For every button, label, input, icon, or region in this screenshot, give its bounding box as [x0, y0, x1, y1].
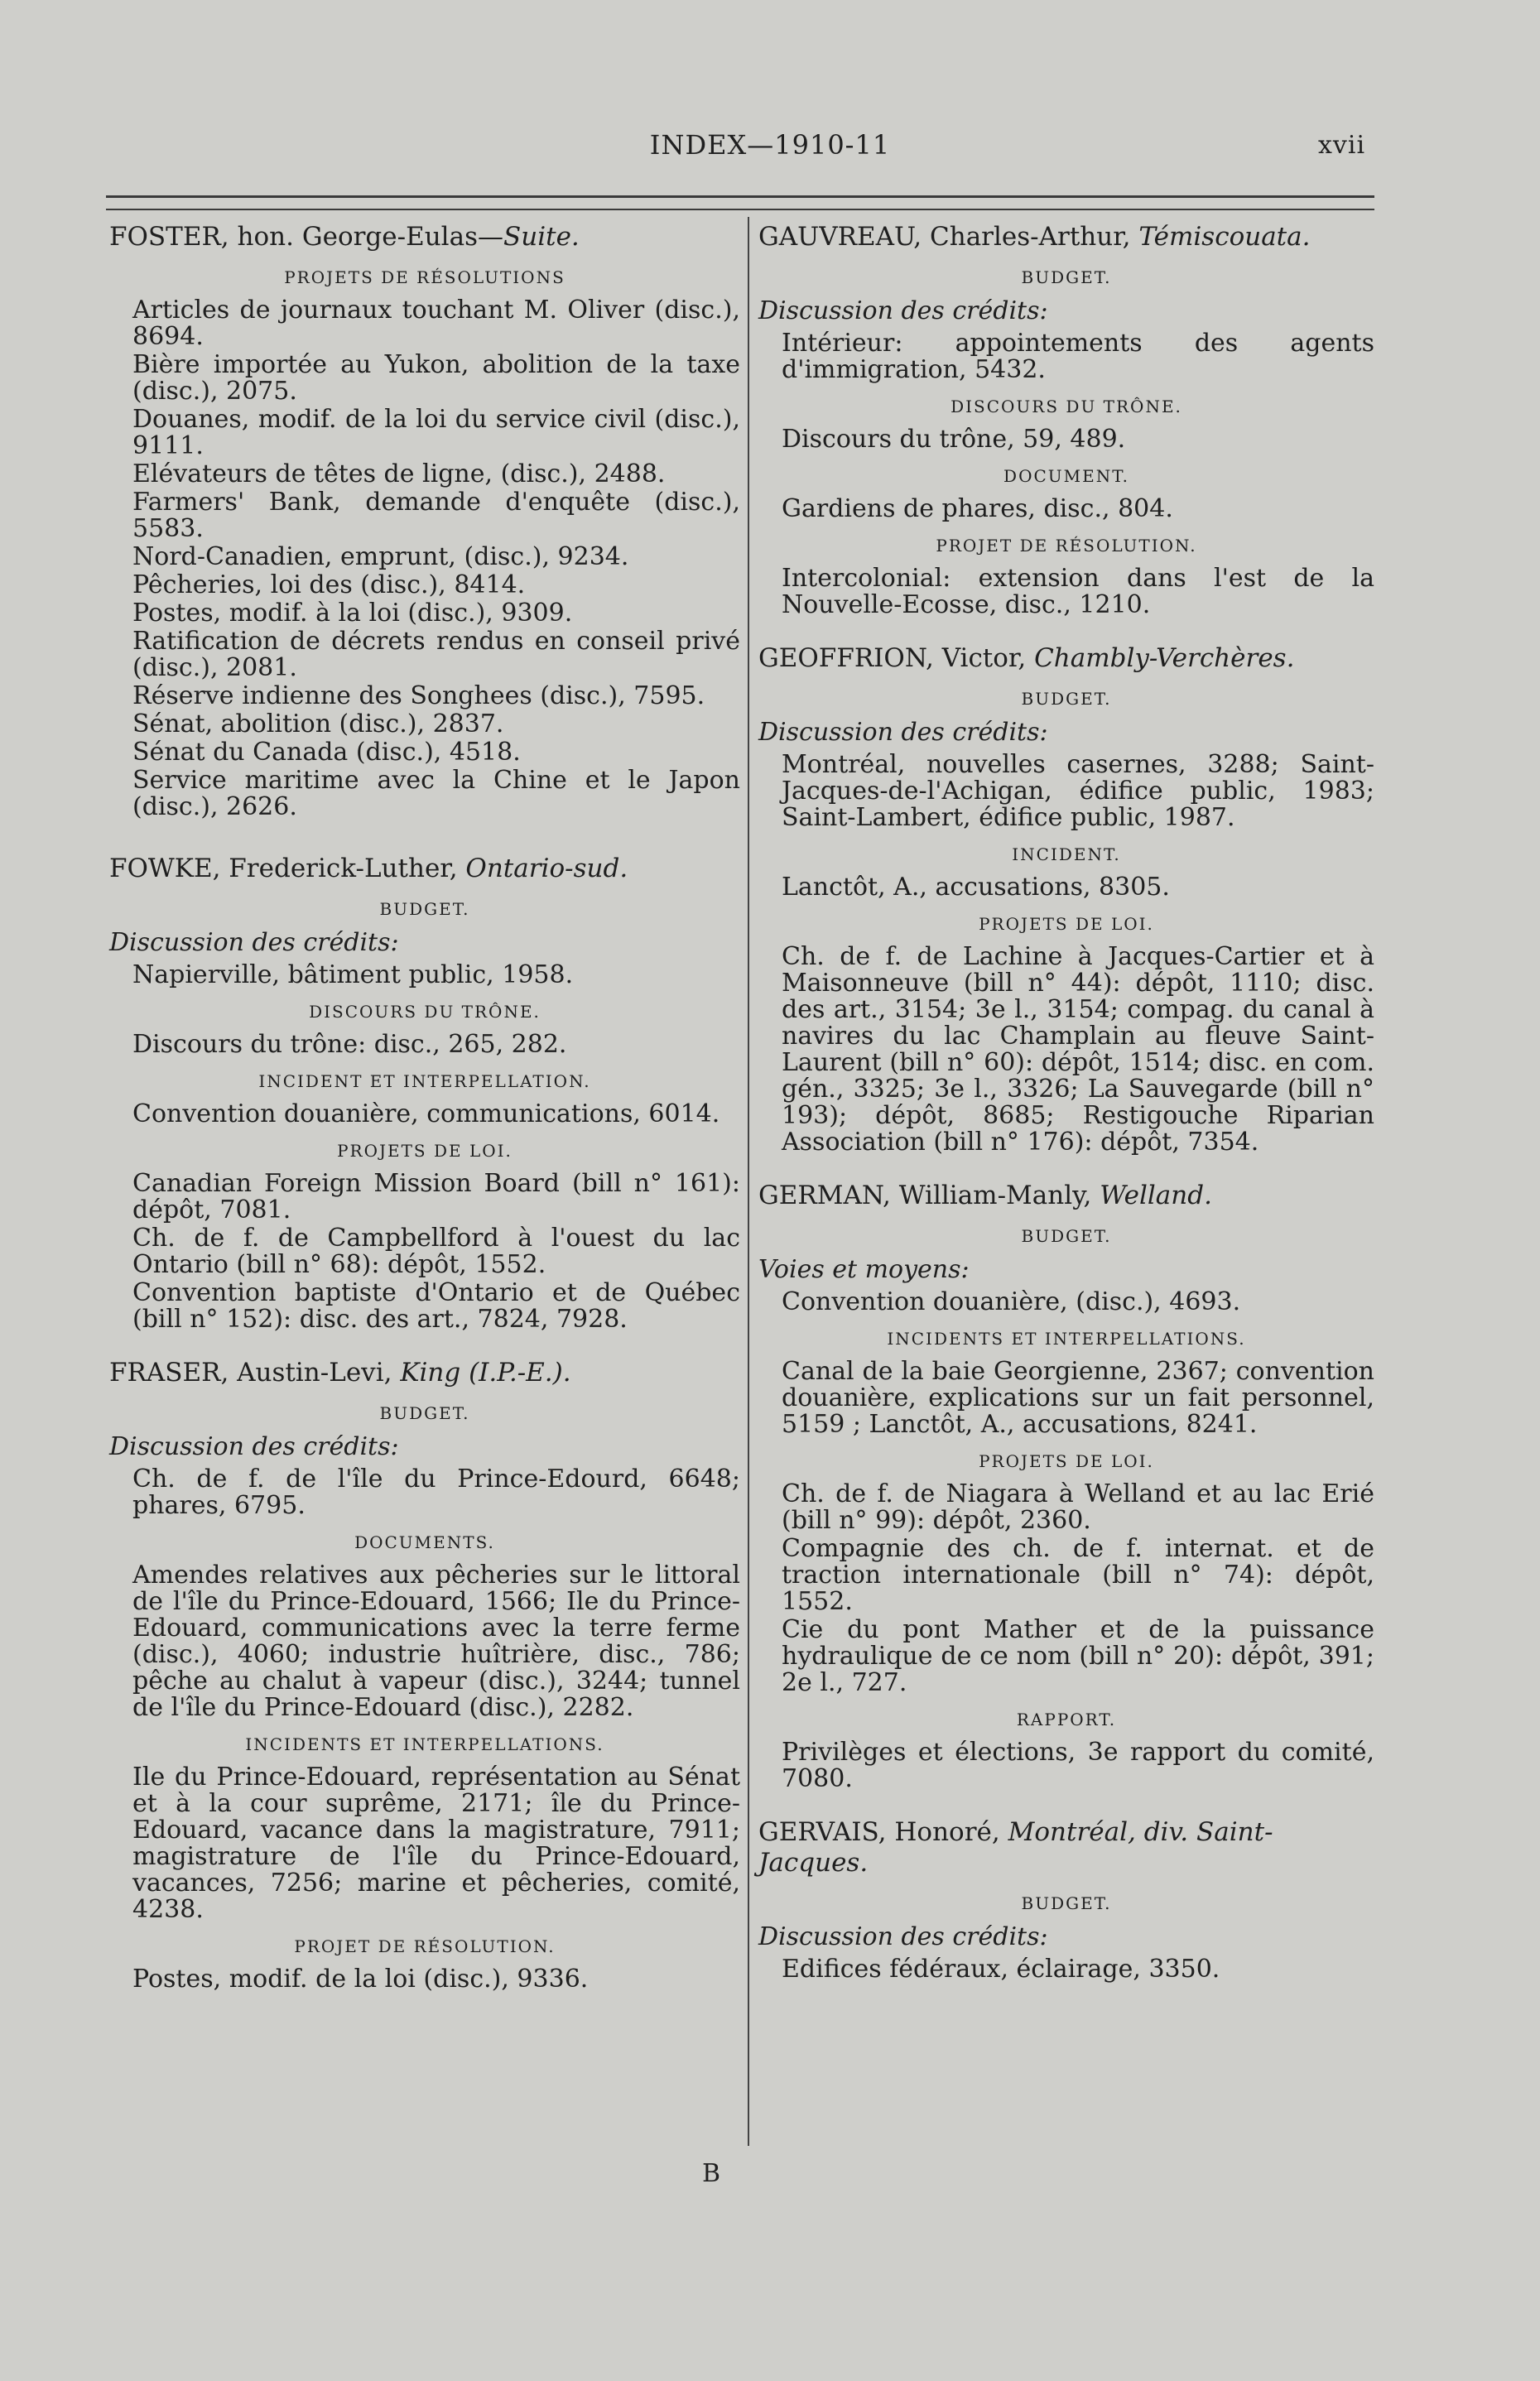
index-item: Postes, modif. à la loi (disc.), 9309.	[132, 599, 573, 628]
index-item: Ch. de f. de Lachine à Jacques-Cartier et à Maisonneuve (bill n° 44): dépôt, 1110; disc. des art., 3154; 3e l., 3154; compag. du canal à navires du lac Champlain au fleuve Saint-Laurent (bill n° 60): dépôt, 1514; disc. en com. gén., 3325; 3e l., 3326; La Sauvegarde (bill n° 193); dépôt, 8685; Restigouche Riparian Association (bill n° 176): dépôt, 7354.	[782, 942, 1374, 1157]
section-heading: BUDGET.	[1021, 1226, 1112, 1246]
index-item: Compagnie des ch. de f. internat. et de traction internationale (bill n° 74): dépôt, 1552.	[782, 1534, 1374, 1616]
entry-given-names: Charles-Arthur,	[930, 222, 1131, 252]
section-heading: BUDGET.	[1021, 1893, 1112, 1913]
page-number: xvii	[1318, 131, 1366, 160]
index-item: Gardiens de phares, disc., 804.	[782, 494, 1173, 523]
section-heading: INCIDENT ET INTERPELLATION.	[258, 1071, 591, 1091]
entry-riding: Ontario-sud.	[465, 854, 628, 883]
right-column	[758, 222, 1374, 2008]
entry-given-names: Austin-Levi,	[237, 1358, 392, 1388]
entry-heading	[109, 222, 740, 253]
subsection-heading: Discussion des crédits:	[109, 928, 399, 957]
index-item: Elévateurs de têtes de ligne, (disc.), 2488.	[132, 459, 666, 488]
index-item: Discours du trône: disc., 265, 282.	[132, 1030, 567, 1059]
index-item: Ile du Prince-Edouard, représentation au Sénat et à la cour suprême, 2171; île du Prince-Edouard, vacance dans la magistrature, 7911; magistrature de l'île du Prince-Edouard, vacances, 7256; marine et pêcheries, comité, 4238.	[132, 1763, 740, 1924]
section-heading: BUDGET.	[379, 899, 470, 919]
entry-heading	[109, 1358, 740, 1388]
entry-surname: FOSTER,	[109, 222, 229, 252]
entry-german	[758, 1181, 1374, 1792]
index-item: Lanctôt, A., accusations, 8305.	[782, 873, 1170, 902]
entry-riding: Témiscouata.	[1138, 222, 1311, 252]
section-heading: INCIDENT.	[1012, 844, 1121, 864]
entry-gervais	[758, 1817, 1374, 1983]
index-item: Farmers' Bank, demande d'enquête (disc.), 5583.	[132, 488, 740, 543]
index-item: Cie du pont Mather et de la puissance hydraulique de ce nom (bill n° 20): dépôt, 391; 2e l., 727.	[782, 1615, 1374, 1697]
section-heading: RAPPORT.	[1016, 1710, 1117, 1729]
entry-fowke	[109, 854, 740, 1333]
index-item: Privilèges et élections, 3e rapport du comité, 7080.	[782, 1738, 1374, 1793]
column-divider	[748, 217, 749, 2146]
index-item: Postes, modif. de la loi (disc.), 9336.	[132, 1965, 589, 1994]
entry-heading	[109, 854, 740, 884]
entry-given-names: William-Manly,	[898, 1181, 1092, 1210]
entry-surname: FRASER,	[109, 1358, 229, 1388]
entry-heading	[758, 1181, 1374, 1211]
left-column	[109, 222, 740, 2018]
index-item: Edifices fédéraux, éclairage, 3350.	[782, 1955, 1220, 1984]
section-heading: BUDGET.	[379, 1403, 470, 1423]
entry-given-names: Frederick-Luther,	[229, 854, 458, 883]
signature-mark: B	[702, 2159, 721, 2188]
index-item: Discours du trône, 59, 489.	[782, 425, 1126, 454]
section-heading: PROJETS DE LOI.	[979, 914, 1154, 934]
entry-surname: GERMAN,	[758, 1181, 891, 1210]
index-item: Canal de la baie Georgienne, 2367; convention douanière, explications sur un fait personnel, 5159 ; Lanctôt, A., accusations, 8241.	[782, 1357, 1374, 1439]
index-item: Douanes, modif. de la loi du service civil (disc.), 9111.	[132, 405, 740, 460]
entry-riding: King (I.P.-E.).	[400, 1358, 571, 1388]
entry-riding: Montréal, div. Saint-Jacques.	[758, 1817, 1273, 1878]
index-item: Sénat, abolition (disc.), 2837.	[132, 709, 504, 738]
index-item: Service maritime avec la Chine et le Japon (disc.), 2626.	[132, 766, 740, 821]
subsection-heading: Discussion des crédits:	[758, 296, 1048, 325]
section-heading: PROJET DE RÉSOLUTION.	[936, 536, 1197, 556]
subsection-heading: Discussion des crédits:	[109, 1432, 399, 1461]
index-item: Bière importée au Yukon, abolition de la taxe (disc.), 2075.	[132, 350, 740, 406]
index-item: Nord-Canadien, emprunt, (disc.), 9234.	[132, 542, 629, 571]
index-item: Ratification de décrets rendus en conseil privé (disc.), 2081.	[132, 627, 740, 682]
index-item: Réserve indienne des Songhees (disc.), 7595.	[132, 681, 705, 710]
section-heading: PROJETS DE LOI.	[337, 1141, 513, 1161]
entry-given-names: Victor,	[941, 643, 1027, 673]
index-item: Convention douanière, communications, 6014.	[132, 1099, 720, 1128]
section-heading: BUDGET.	[1021, 267, 1112, 287]
index-item: Ch. de f. de Campbellford à l'ouest du lac Ontario (bill n° 68): dépôt, 1552.	[132, 1224, 740, 1279]
section-heading: PROJETS DE RÉSOLUTIONS	[284, 267, 565, 287]
section-heading: DOCUMENTS.	[354, 1532, 495, 1552]
section-heading: PROJET DE RÉSOLUTION.	[294, 1936, 556, 1956]
index-item: Ch. de f. de Niagara à Welland et au lac Erié (bill n° 99): dépôt, 2360.	[782, 1479, 1374, 1535]
index-item: Pêcheries, loi des (disc.), 8414.	[132, 570, 526, 599]
index-item: Amendes relatives aux pêcheries sur le littoral de l'île du Prince-Edouard, 1566; Ile du Prince-Edouard, communications avec la terre ferme (disc.), 4060; industrie huîtrière, disc., 786; pêche au chalut à vapeur (disc.), 3244; tunnel de l'île du Prince-Edouard (disc.), 2282.	[132, 1561, 740, 1722]
entry-riding: Chambly-Verchères.	[1034, 643, 1295, 673]
entry-given-names: Honoré,	[894, 1817, 1000, 1847]
entry-surname: GERVAIS,	[758, 1817, 887, 1847]
index-item: Napierville, bâtiment public, 1958.	[132, 960, 574, 989]
header-rule-top	[106, 195, 1374, 198]
entry-suite: Suite.	[503, 222, 580, 252]
entry-geoffrion	[758, 643, 1374, 1156]
entry-heading	[758, 1817, 1374, 1878]
section-heading: DISCOURS DU TRÔNE.	[309, 1002, 541, 1022]
index-item: Convention baptiste d'Ontario et de Québec (bill n° 152): disc. des art., 7824, 7928.	[132, 1278, 740, 1334]
section-heading: INCIDENTS ET INTERPELLATIONS.	[887, 1329, 1246, 1349]
entry-surname: FOWKE,	[109, 854, 221, 883]
subsection-heading: Discussion des crédits:	[758, 718, 1048, 747]
section-heading: BUDGET.	[1021, 689, 1112, 709]
index-item: Ch. de f. de l'île du Prince-Edourd, 6648; phares, 6795.	[132, 1465, 740, 1520]
entry-given-names: hon. George-Eulas—	[237, 222, 503, 252]
subsection-heading: Voies et moyens:	[758, 1255, 970, 1284]
index-item: Canadian Foreign Mission Board (bill n° 161): dépôt, 7081.	[132, 1169, 740, 1224]
entry-riding: Welland.	[1100, 1181, 1212, 1210]
section-heading: DOCUMENT.	[1003, 466, 1129, 486]
section-heading: INCIDENTS ET INTERPELLATIONS.	[245, 1734, 604, 1754]
entry-gauvreau	[758, 222, 1374, 618]
page-title: INDEX—1910-11	[649, 129, 891, 161]
index-item: Montréal, nouvelles casernes, 3288; Saint-Jacques-de-l'Achigan, édifice public, 1983; Saint-Lambert, édifice public, 1987.	[782, 750, 1374, 832]
entry-foster	[109, 222, 740, 820]
header-rule-bottom	[106, 209, 1374, 210]
index-item: Intérieur: appointements des agents d'immigration, 5432.	[782, 329, 1374, 384]
index-item: Sénat du Canada (disc.), 4518.	[132, 738, 521, 767]
entry-surname: GAUVREAU,	[758, 222, 922, 252]
index-item: Intercolonial: extension dans l'est de la Nouvelle-Ecosse, disc., 1210.	[782, 564, 1374, 619]
entry-fraser	[109, 1358, 740, 1993]
section-heading: PROJETS DE LOI.	[979, 1451, 1154, 1471]
section-heading: DISCOURS DU TRÔNE.	[950, 397, 1182, 416]
entry-heading	[758, 222, 1374, 253]
index-item: Articles de journaux touchant M. Oliver (disc.), 8694.	[132, 296, 740, 351]
index-item: Convention douanière, (disc.), 4693.	[782, 1287, 1241, 1316]
subsection-heading: Discussion des crédits:	[758, 1922, 1048, 1951]
entry-heading	[758, 643, 1374, 674]
entry-surname: GEOFFRION,	[758, 643, 934, 673]
